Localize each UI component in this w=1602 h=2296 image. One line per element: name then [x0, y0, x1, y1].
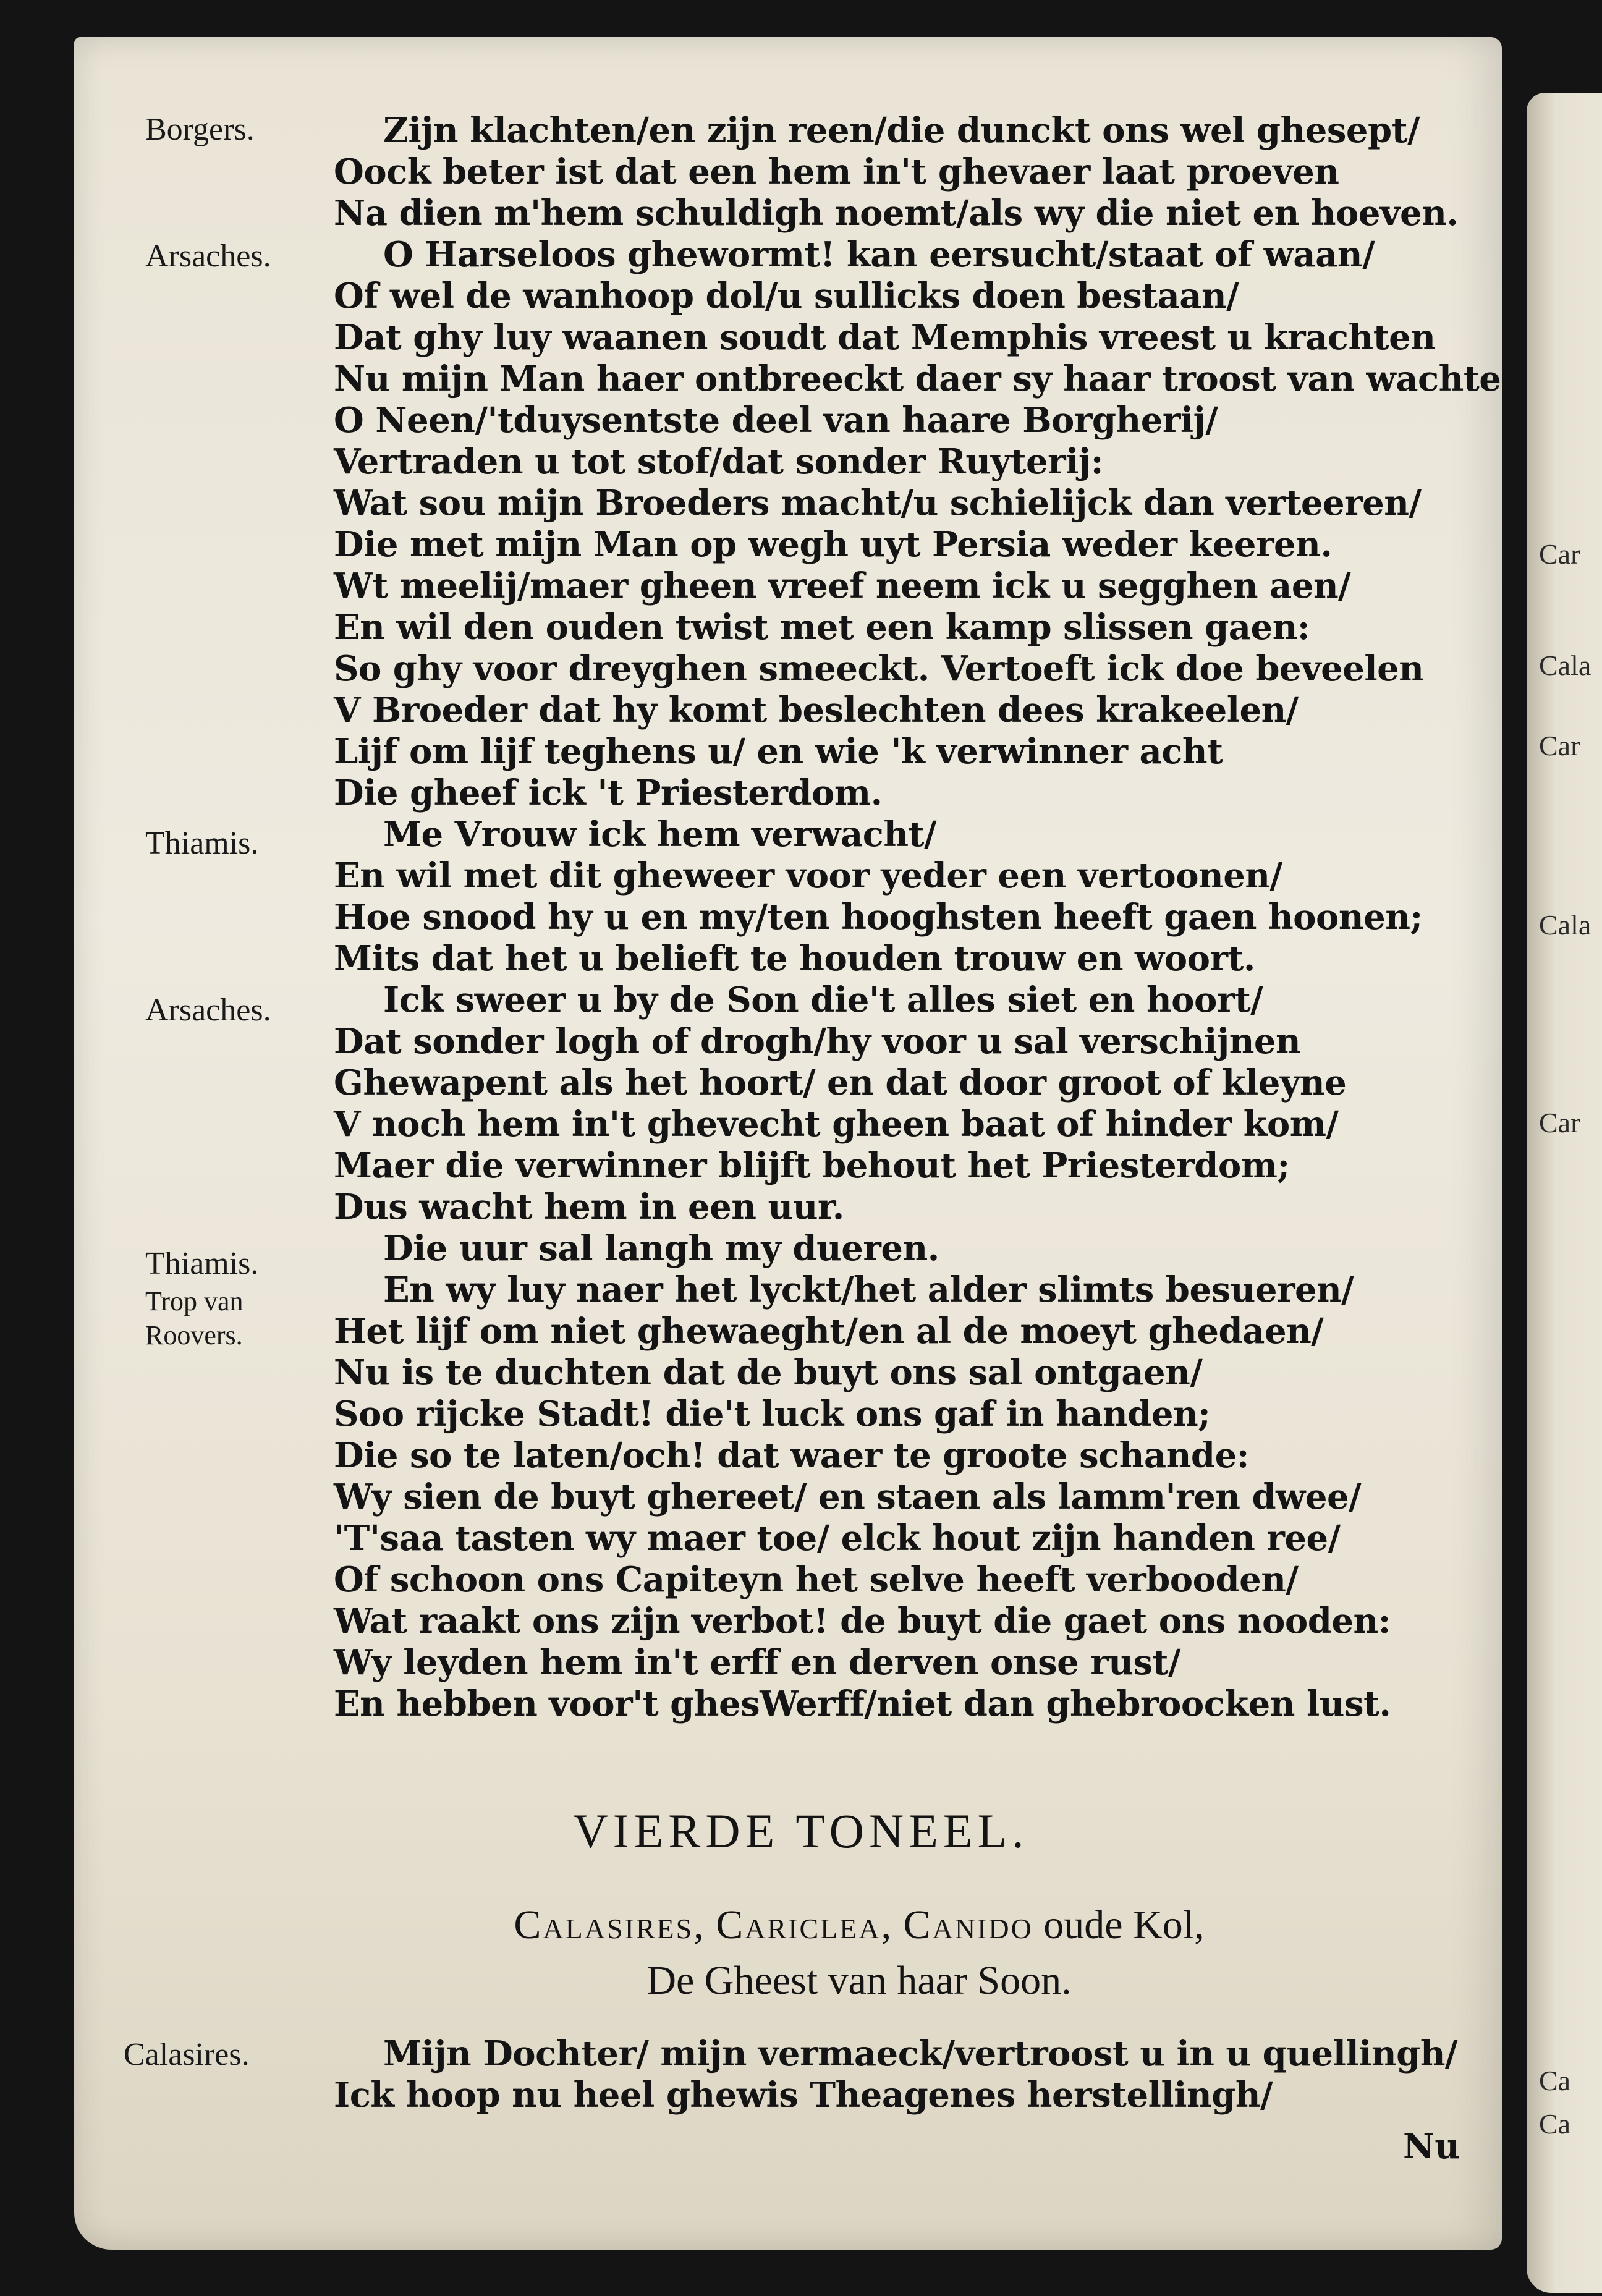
verse-line: Of wel de wanhoop dol/u sullicks doen bestaan/	[334, 276, 1239, 316]
verse-line: O Harseloos ghewormt! kan eersucht/staat of waan/	[383, 234, 1375, 275]
catchword: Nu	[1403, 2126, 1460, 2167]
right-page-fragment: Car	[1539, 730, 1580, 761]
verse-line: Dus wacht hem in een uur.	[334, 1187, 844, 1227]
verse-block	[334, 110, 1508, 234]
verse-line: V noch hem in't ghevecht gheen baat of hinder kom/	[334, 1104, 1339, 1145]
verse-line: Lijf om lijf teghens u/ en wie 'k verwinner acht	[334, 731, 1223, 772]
character-name: Calasires,	[514, 1902, 706, 1947]
verse-line: Zijn klachten/en zijn reen/die dunckt ons wel ghesept/	[383, 110, 1420, 151]
verse-line: Wat sou mijn Broeders macht/u schielijck dan verteeren/	[334, 483, 1422, 523]
verse-line: Wat raakt ons zijn verbot! de buyt die gaet ons nooden:	[334, 1601, 1391, 1642]
speaker-name: Arsaches.	[145, 239, 271, 274]
verse-line: En hebben voor't ghesWerff/niet dan ghebroocken lust.	[334, 1684, 1391, 1724]
book-page-right-edge	[1527, 93, 1602, 2293]
verse-line: Nu mijn Man haer ontbreeckt daer sy haar troost van wachten	[334, 358, 1526, 399]
characters-line	[185, 1897, 1533, 1953]
verse-line: O Neen/'tduysentste deel van haare Borgherij/	[334, 400, 1218, 441]
verse-line: En wil met dit gheweer voor yeder een vertoonen/	[334, 855, 1282, 896]
speaker-name: Thiamis.	[145, 826, 259, 861]
verse-line: Me Vrouw ick hem verwacht/	[383, 814, 936, 855]
character-name: Canido	[903, 1902, 1033, 1947]
scene-characters	[185, 1897, 1533, 2009]
verse-line: Die met mijn Man op wegh uyt Persia weder keeren.	[334, 524, 1333, 565]
scene-title: VIERDE TONEEL.	[573, 1804, 1029, 1858]
verse-line: Maer die verwinner blijft behout het Priesterdom;	[334, 1145, 1290, 1186]
verse-line: Nu is te duchten dat de buyt ons sal ontgaen/	[334, 1352, 1203, 1393]
verse-line: Mijn Dochter/ mijn vermaeck/vertroost u in u quellingh/	[383, 2033, 1458, 2074]
verse-line: Wy leyden hem in't erff en derven onse rust/	[334, 1642, 1180, 1683]
character-name: oude Kol,	[1043, 1902, 1205, 1947]
verse-block	[334, 980, 1508, 1228]
right-page-fragment: Cala	[1539, 909, 1591, 941]
right-page-fragment: Car	[1539, 538, 1580, 570]
speaker-name: Thiamis.	[145, 1246, 259, 1281]
verse-line: Ick sweer u by de Son die't alles siet en hoort/	[383, 980, 1263, 1020]
right-page-fragment: Ca	[1539, 2065, 1571, 2096]
verse-line: Hoe snood hy u en my/ten hooghsten heeft gaen hoonen;	[334, 897, 1423, 938]
verse-line: Of schoon ons Capiteyn het selve heeft verbooden/	[334, 1559, 1299, 1600]
verse-line: Die uur sal langh my dueren.	[383, 1228, 939, 1269]
verse-line: Het lijf om niet ghewaeght/en al de moeyt ghedaen/	[334, 1311, 1324, 1352]
verse-block	[334, 814, 1508, 980]
verse-line: Oock beter ist dat een hem in't ghevaer laat proeven	[334, 151, 1339, 192]
verse-line: Mits dat het u belieft te houden trouw en woort.	[334, 938, 1255, 979]
verse-line: En wy luy naer het lyckt/het alder slimts besueren/	[383, 1269, 1354, 1310]
verse-line: Ghewapent als het hoort/ en dat door groot of kleyne	[334, 1062, 1347, 1103]
speaker-name: Arsaches.	[145, 993, 271, 1028]
right-page-fragment: Car	[1539, 1107, 1580, 1138]
verse-line: Na dien m'hem schuldigh noemt/als wy die niet en hoeven.	[334, 193, 1459, 234]
verse-line: 'T'saa tasten wy maer toe/ elck hout zijn handen ree/	[334, 1518, 1341, 1559]
verse-line: Die gheef ick 't Priesterdom.	[334, 773, 883, 813]
verse-line: Soo rijcke Stadt! die't luck ons gaf in handen;	[334, 1394, 1211, 1434]
verse-line: So ghy voor dreyghen smeeckt. Vertoeft ick doe beveelen	[334, 648, 1424, 689]
verse-line: Vertraden u tot stof/dat sonder Ruyterij:	[334, 441, 1103, 482]
characters-line: De Gheest van haar Soon.	[646, 1958, 1072, 2003]
character-name: Cariclea,	[716, 1902, 894, 1947]
right-page-fragment: Ca	[1539, 2108, 1571, 2140]
verse-block	[334, 1269, 1508, 1725]
verse-line: Wy sien de buyt ghereet/ en staen als lamm'ren dwee/	[334, 1476, 1362, 1517]
verse-line: Dat ghy luy waanen soudt dat Memphis vreest u krachten	[334, 317, 1436, 358]
right-page-fragment: Cala	[1539, 650, 1591, 681]
speaker-name: Calasires.	[124, 2037, 250, 2072]
speaker-name: Trop van	[145, 1286, 244, 1316]
verse-line: V Broeder dat hy komt beslechten dees krakeelen/	[334, 690, 1299, 731]
verse-block	[334, 1228, 1508, 1269]
verse-line: Ick hoop nu heel ghewis Theagenes herstellingh/	[334, 2075, 1273, 2116]
speaker-name: Borgers.	[145, 112, 255, 147]
speaker-name: Roovers.	[145, 1320, 243, 1350]
verse-line: Wt meelij/maer gheen vreef neem ick u segghen aen/	[334, 566, 1351, 606]
verse-line: Die so te laten/och! dat waer te groote schande:	[334, 1435, 1249, 1476]
verse-block	[334, 2033, 1508, 2116]
verse-block	[334, 234, 1526, 814]
verse-line: Dat sonder logh of drogh/hy voor u sal verschijnen	[334, 1021, 1301, 1062]
verse-line: En wil den ouden twist met een kamp slissen gaen:	[334, 607, 1310, 648]
